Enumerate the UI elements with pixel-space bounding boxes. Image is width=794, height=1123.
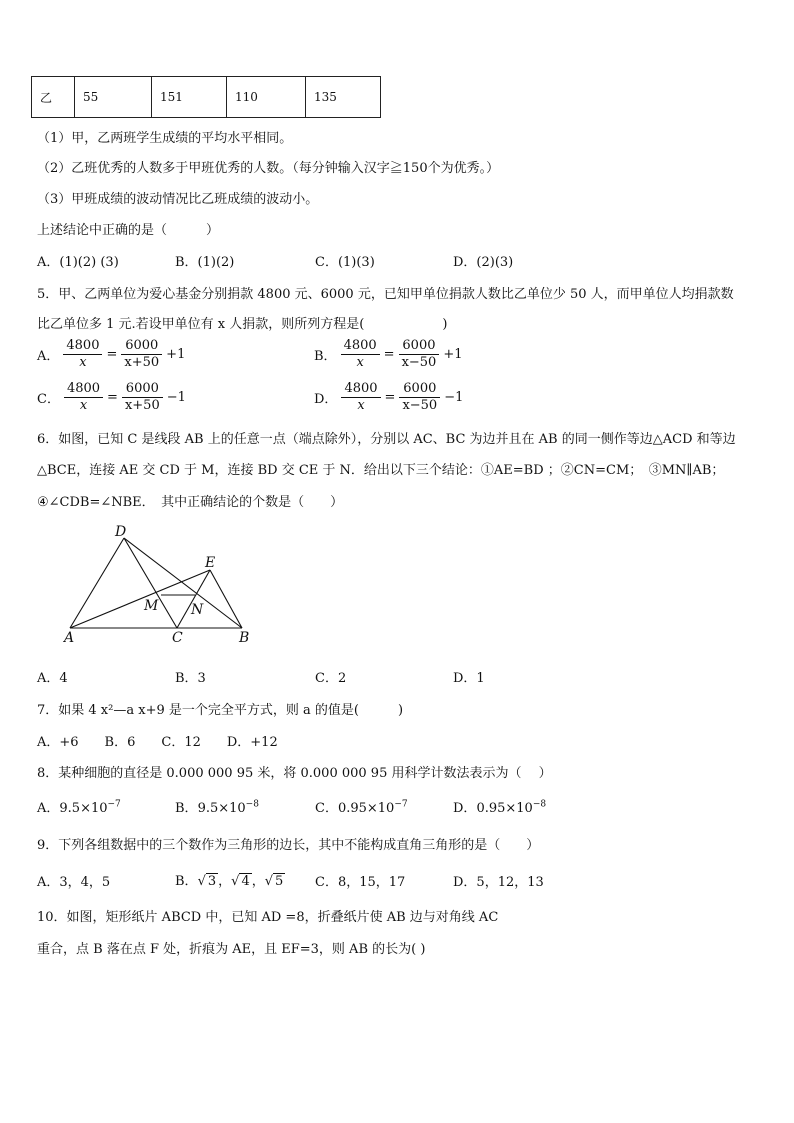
denominator: x: [79, 398, 88, 413]
numerator: 4800: [341, 381, 380, 398]
numerator: 4800: [64, 381, 103, 398]
denominator: x+50: [124, 355, 160, 370]
equals-sign: =: [106, 347, 118, 362]
q4-statement-3: （3）甲班成绩的波动情况比乙班成绩的波动小。: [37, 192, 319, 207]
point-label-e: E: [205, 555, 216, 571]
constant-term: −1: [166, 390, 186, 405]
table-cell: 151: [152, 77, 227, 118]
fraction: [341, 381, 380, 414]
q9-option-d: D．5，12，13: [453, 875, 544, 890]
point-label-n: N: [191, 602, 204, 618]
point-label-m: M: [144, 598, 159, 614]
radicand: 5: [275, 874, 284, 889]
option-label: B．: [314, 349, 337, 364]
segment-ae: [70, 570, 210, 628]
segment-eb: [210, 570, 242, 628]
denominator: x: [357, 398, 365, 413]
q4-option-b: B．(1)(2): [175, 255, 235, 270]
q5-option-d: [314, 381, 463, 414]
fraction: [64, 381, 103, 414]
numerator: 6000: [399, 338, 440, 355]
q6-option-a: A．4: [37, 671, 68, 686]
q9-option-c: C．8，15，17: [315, 875, 406, 890]
denominator: x: [79, 355, 87, 370]
separator: ，: [251, 874, 265, 889]
table-row: [32, 77, 381, 118]
q4-option-d: D．(2)(3): [453, 255, 514, 270]
exponent: −8: [532, 799, 547, 810]
q7-options: A．+6 B．6 C．12 D．+12: [37, 735, 278, 750]
option-label: D．: [453, 801, 477, 816]
q6-option-d: D．1: [453, 671, 485, 686]
q6-stem-line-1: 6．如图，已知 C 是线段 AB 上的任意一点（端点除外），分别以 AC、BC 为边并且在 AB 的同一侧作等边△ACD 和等边: [37, 432, 736, 447]
mantissa: 0.95×10: [337, 801, 395, 816]
q4-statement-2: （2）乙班优秀的人数多于甲班优秀的人数。（每分钟输入汉字≧150个为优秀。）: [37, 161, 500, 176]
q7-stem: 7．如果 4 x²—a x+9 是一个完全平方式，则 a 的值是( ): [37, 703, 404, 718]
radicand: 3: [207, 874, 217, 889]
q6-stem-line-2: △BCE，连接 AE 交 CD 于 M，连接 BD 交 CE 于 N．给出以下三个结论：①AE=BD ；②CN=CM； ③MN∥AB；: [37, 463, 725, 478]
q4-option-c: C．(1)(3): [315, 255, 375, 270]
q6-stem-line-3: ④∠CDB=∠NBE． 其中正确结论的个数是（ ）: [37, 495, 344, 510]
mantissa: 0.95×10: [476, 801, 533, 816]
point-label-b: B: [239, 630, 250, 646]
option-label: D．: [314, 392, 338, 407]
q9-stem: 9．下列各组数据中的三个数作为三角形的边长，其中不能构成直角三角形的是（ ）: [37, 838, 540, 853]
radicand: 4: [241, 874, 250, 889]
q5-option-c: [37, 381, 186, 414]
equals-sign: =: [384, 390, 396, 405]
constant-term: +1: [443, 347, 463, 362]
q5-option-b: [314, 338, 463, 371]
separator: ，: [218, 874, 232, 889]
q5-stem-line-1: 5．甲、乙两单位为爱心基金分别捐款 4800 元、6000 元，已知甲单位捐款人数比乙单位少 50 人，而甲单位人均捐款数: [37, 287, 734, 302]
table-cell: 乙: [32, 77, 75, 118]
segment-dc: [124, 538, 177, 628]
point-label-c: C: [172, 630, 183, 646]
segment-db: [124, 538, 242, 628]
exponent: −7: [107, 799, 121, 810]
table-cell: 55: [75, 77, 152, 118]
exponent: −8: [245, 799, 259, 810]
denominator: x+50: [124, 398, 160, 413]
q4-option-a: A．(1)(2) (3): [37, 255, 119, 270]
point-label-d: D: [115, 524, 127, 540]
equals-sign: =: [107, 390, 118, 405]
constant-term: +1: [166, 347, 186, 362]
option-label: C．: [315, 801, 338, 816]
fraction: [121, 338, 162, 371]
option-label: B．: [175, 801, 198, 816]
fraction: [399, 381, 440, 414]
q10-stem-line-2: 重合，点 B 落在点 F 处，折痕为 AE，且 EF=3，则 AB 的长为( ): [37, 942, 426, 957]
mantissa: 9.5×10: [197, 801, 246, 816]
q8-option-d: [453, 797, 546, 816]
q6-geometry-figure: [60, 522, 260, 647]
denominator: x−50: [402, 398, 438, 413]
q5-option-a: [37, 338, 185, 371]
numerator: 4800: [341, 338, 380, 355]
numerator: 4800: [63, 338, 102, 355]
fraction: [63, 338, 102, 371]
option-label: B．: [175, 874, 198, 889]
option-label: C．: [37, 392, 60, 407]
numerator: 6000: [121, 338, 162, 355]
q4-statement-1: （1）甲，乙两班学生成绩的平均水平相同。: [37, 131, 293, 146]
score-table: [31, 76, 381, 118]
option-label: A．: [37, 349, 60, 364]
exponent: −7: [394, 799, 408, 810]
equals-sign: =: [383, 347, 395, 362]
segment-ce: [177, 570, 210, 628]
segment-ad: [70, 538, 124, 628]
q9-option-b: B．√ 3 ，√ 4 ，√ 5: [175, 874, 284, 889]
q6-option-b: B．3: [175, 671, 206, 686]
q8-option-a: [37, 797, 121, 816]
point-label-a: A: [64, 630, 75, 646]
fraction: [399, 338, 440, 371]
constant-term: −1: [444, 390, 464, 405]
numerator: 6000: [122, 381, 163, 398]
q5-stem-line-2: 比乙单位多 1 元.若设甲单位有 x 人捐款，则所列方程是( ): [37, 317, 448, 332]
denominator: x−50: [401, 355, 437, 370]
q8-option-c: [315, 797, 408, 816]
q4-question: 上述结论中正确的是（ ）: [37, 223, 220, 238]
q10-stem-line-1: 10．如图，矩形纸片 ABCD 中，已知 AD =8，折叠纸片使 AB 边与对角线 AC: [37, 910, 499, 925]
table-cell: 135: [306, 77, 381, 118]
q8-stem: 8．某种细胞的直径是 0.000 000 95 米，将 0.000 000 95 用科学计数法表示为（ ）: [37, 766, 552, 781]
mantissa: 9.5×10: [59, 801, 108, 816]
option-label: A．: [37, 801, 60, 816]
numerator: 6000: [399, 381, 440, 398]
fraction: [122, 381, 163, 414]
fraction: [341, 338, 380, 371]
table-cell: 110: [227, 77, 306, 118]
denominator: x: [356, 355, 364, 370]
q9-option-a: A．3，4，5: [37, 875, 111, 890]
q8-option-b: [175, 797, 259, 816]
q6-option-c: C．2: [315, 671, 347, 686]
